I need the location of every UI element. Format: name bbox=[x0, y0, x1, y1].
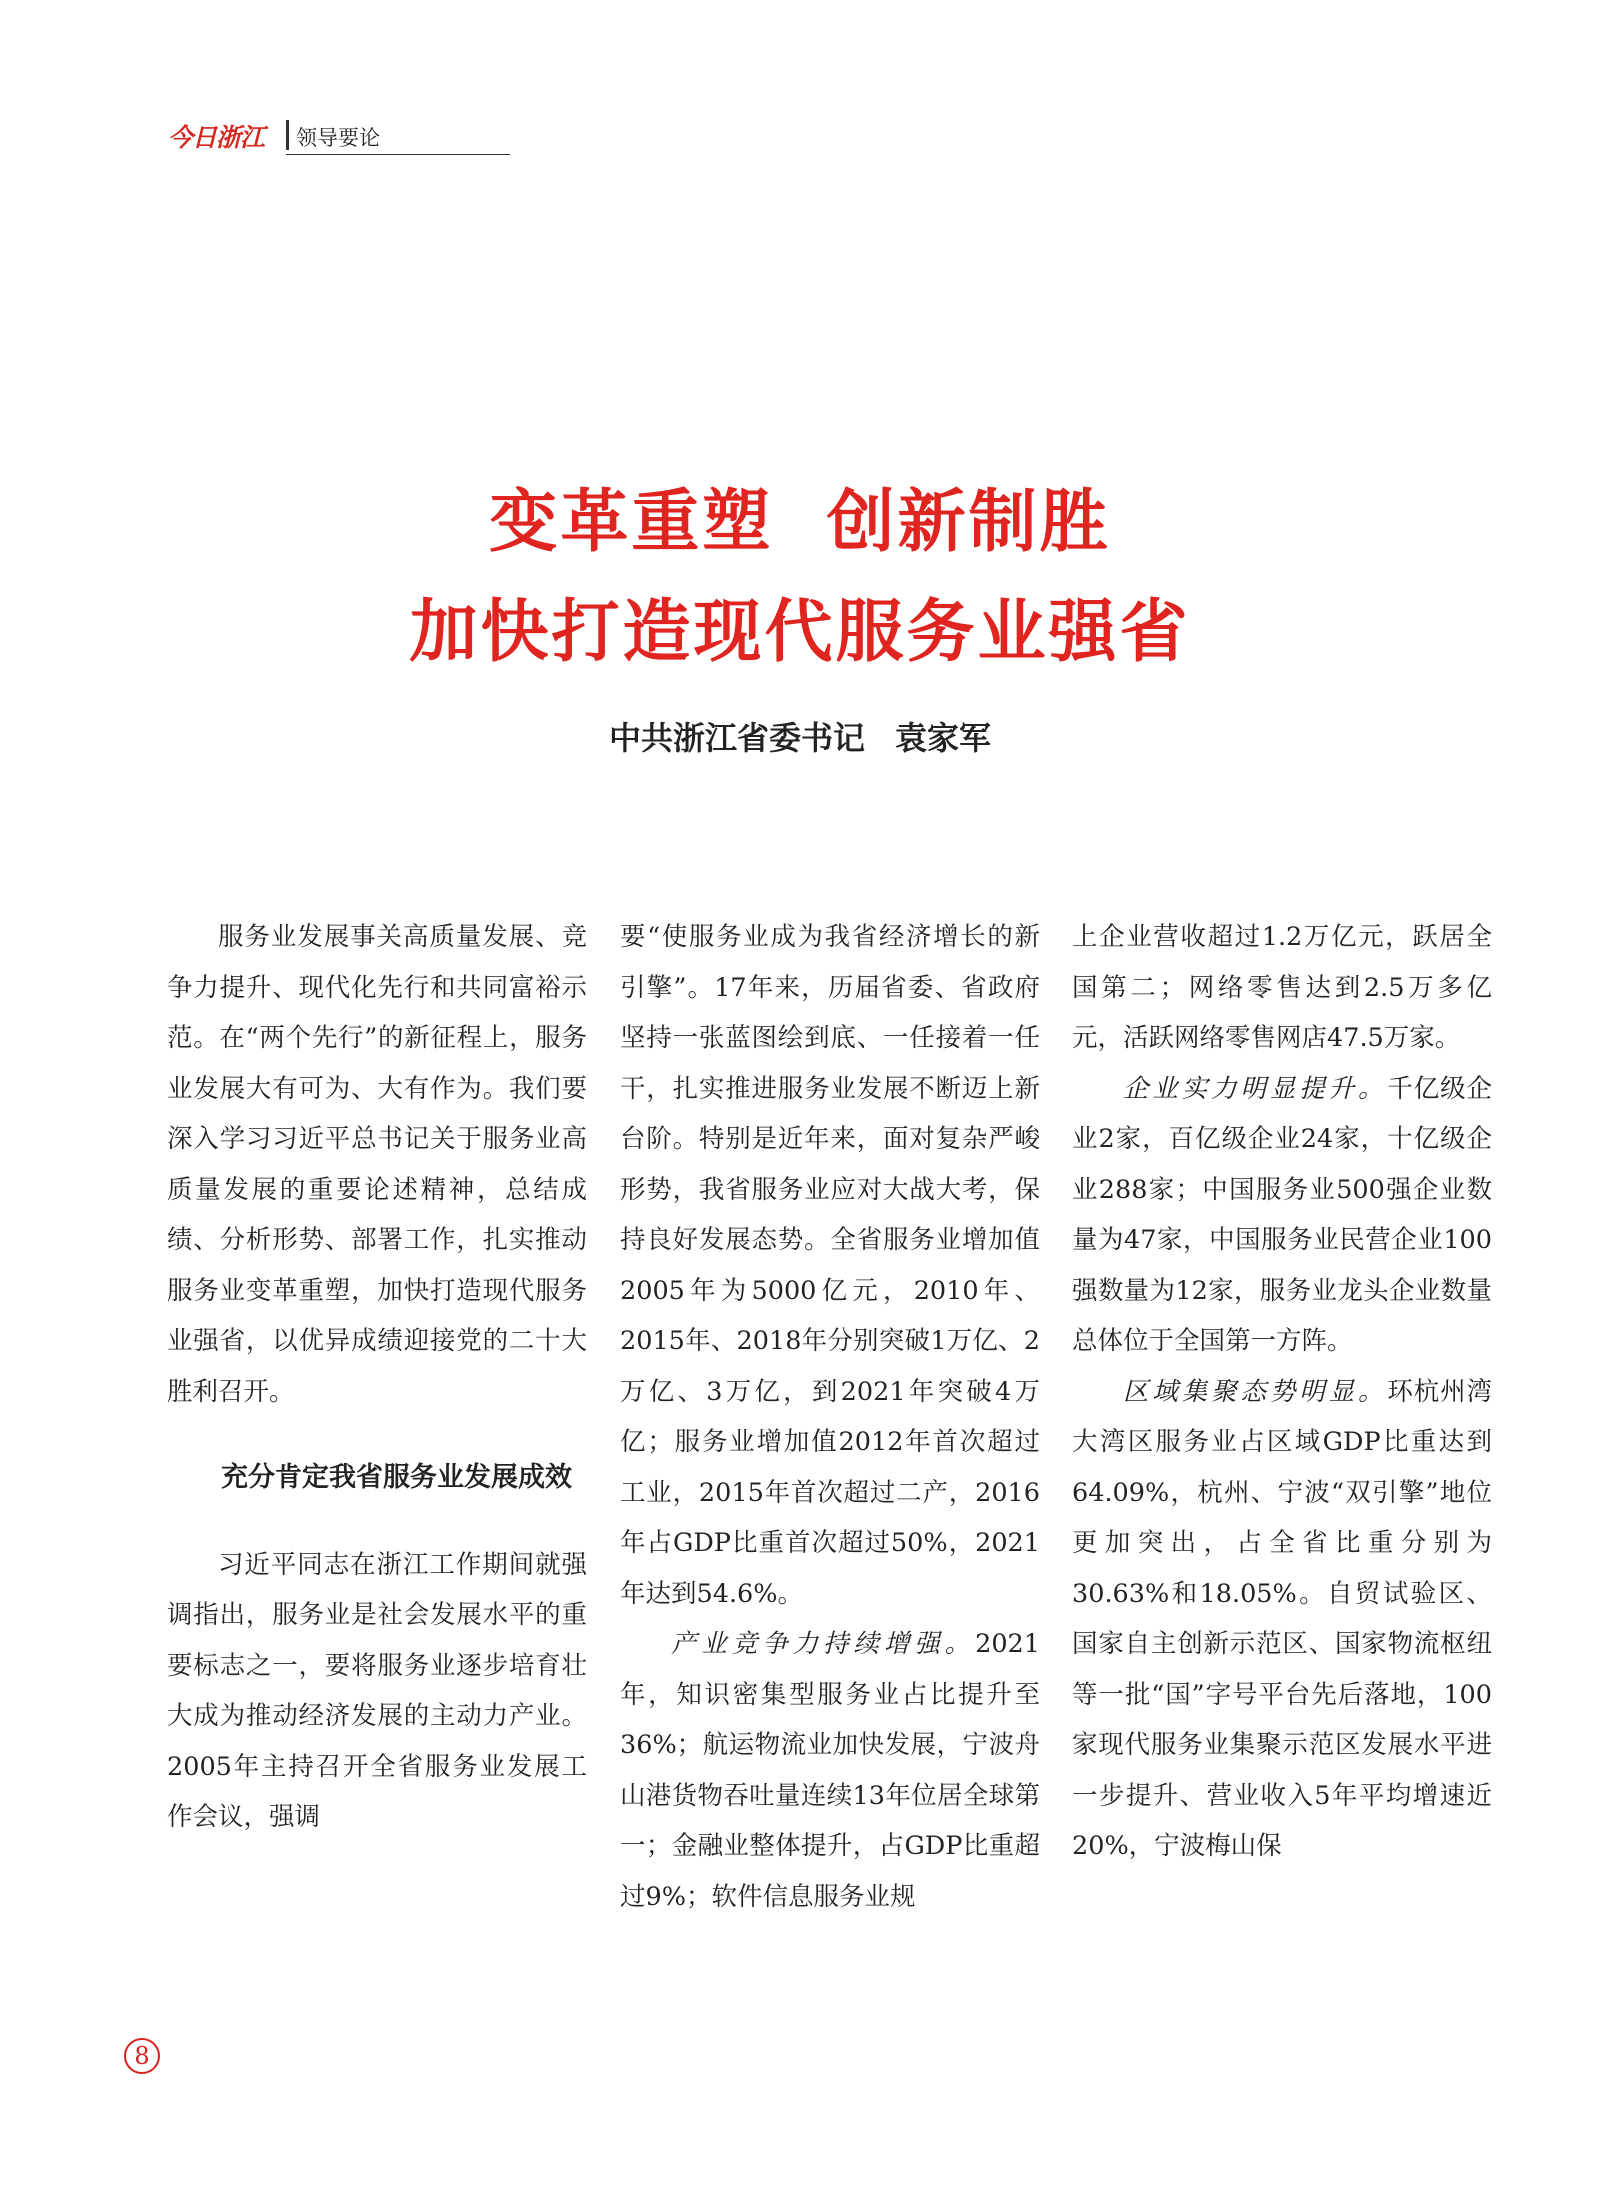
text-column-3 bbox=[1072, 912, 1492, 1872]
page-header bbox=[168, 118, 510, 154]
header-rule bbox=[286, 154, 510, 155]
paragraph-body: 2021年，知识密集型服务业占比提升至36%；航运物流业加快发展，宁波舟山港货物吞吐量连续13年位居全球第一；金融业整体提升，占GDP比重超过9%；软件信息服务业规 bbox=[620, 1629, 1040, 1912]
paragraph: 服务业发展事关高质量发展、竞争力提升、现代化先行和共同富裕示范。在“两个先行”的新征程上，服务业发展大有可为、大有作为。我们要深入学习习近平总书记关于服务业高质量发展的重要论述精神，总结成绩、分析形势、部署工作，扎实推动服务业变革重塑，加快打造现代服务业强省，以优异成绩迎接党的二十大胜利召开。 bbox=[167, 922, 587, 1407]
article-title-line-1: 变革重塑 创新制胜 bbox=[489, 483, 1111, 562]
paragraph bbox=[1072, 1367, 1492, 1872]
header-separator bbox=[286, 120, 289, 150]
text-column-1 bbox=[167, 912, 587, 1843]
article-title-line-2: 加快打造现代服务业强省 bbox=[409, 593, 1191, 672]
paragraph bbox=[1072, 1064, 1492, 1367]
section-label: 领导要论 bbox=[296, 126, 380, 150]
text-column-2 bbox=[620, 912, 1040, 1922]
section-heading: 充分肯定我省服务业发展成效 bbox=[221, 1462, 572, 1493]
article-author bbox=[0, 713, 1600, 759]
paragraph-lead: 企业实力明显提升。 bbox=[1123, 1073, 1388, 1104]
paragraph-lead: 产业竞争力持续增强。 bbox=[671, 1629, 976, 1659]
paragraph: 习近平同志在浙江工作期间就强调指出，服务业是社会发展水平的重要标志之一，要将服务业逐步培育壮大成为推动经济发展的主动力产业。2005年主持召开全省服务业发展工作会议，强调 bbox=[167, 1549, 587, 1832]
paragraph-lead: 区域集聚态势明显。 bbox=[1123, 1376, 1388, 1407]
magazine-logo: 今日浙江 bbox=[168, 123, 265, 152]
paragraph-body: 千亿级企业2家，百亿级企业24家，十亿级企业288家；中国服务业500强企业数量为47家，中国服务业民营企业100强数量为12家，服务业龙头企业数量总体位于全国第一方阵。 bbox=[1072, 1073, 1492, 1356]
paragraph: 上企业营收超过1.2万亿元，跃居全国第二；网络零售达到2.5万多亿元，活跃网络零售网店47.5万家。 bbox=[1072, 922, 1492, 1053]
page-number: 8 bbox=[124, 2038, 160, 2074]
author-name: 袁家军 bbox=[895, 719, 992, 757]
paragraph-body: 环杭州湾大湾区服务业占区域GDP比重达到64.09%，杭州、宁波“双引擎”地位更加突出，占全省比重分别为30.63%和18.05%。自贸试验区、国家自主创新示范区、国家物流枢纽等一批“国”字号平台先后落地，100家现代服务业集聚示范区发展水平进一步提升、营业收入5年平均增速近20%，宁波梅山保 bbox=[1072, 1376, 1492, 1861]
paragraph bbox=[620, 1619, 1040, 1922]
author-role: 中共浙江省委书记 bbox=[608, 719, 865, 757]
paragraph: 要“使服务业成为我省经济增长的新引擎”。17年来，历届省委、省政府坚持一张蓝图绘到底、一任接着一任干，扎实推进服务业发展不断迈上新台阶。特别是近年来，面对复杂严峻形势，我省服务业应对大战大考，保持良好发展态势。全省服务业增加值2005年为5000亿元，2010年、2015年、2018年分别突破1万亿、2万亿、3万亿，到2021年突破4万亿；服务业增加值2012年首次超过工业，2015年首次超过二产，2016年占GDP比重首次超过50%，2021年达到54.6%。 bbox=[620, 922, 1040, 1609]
